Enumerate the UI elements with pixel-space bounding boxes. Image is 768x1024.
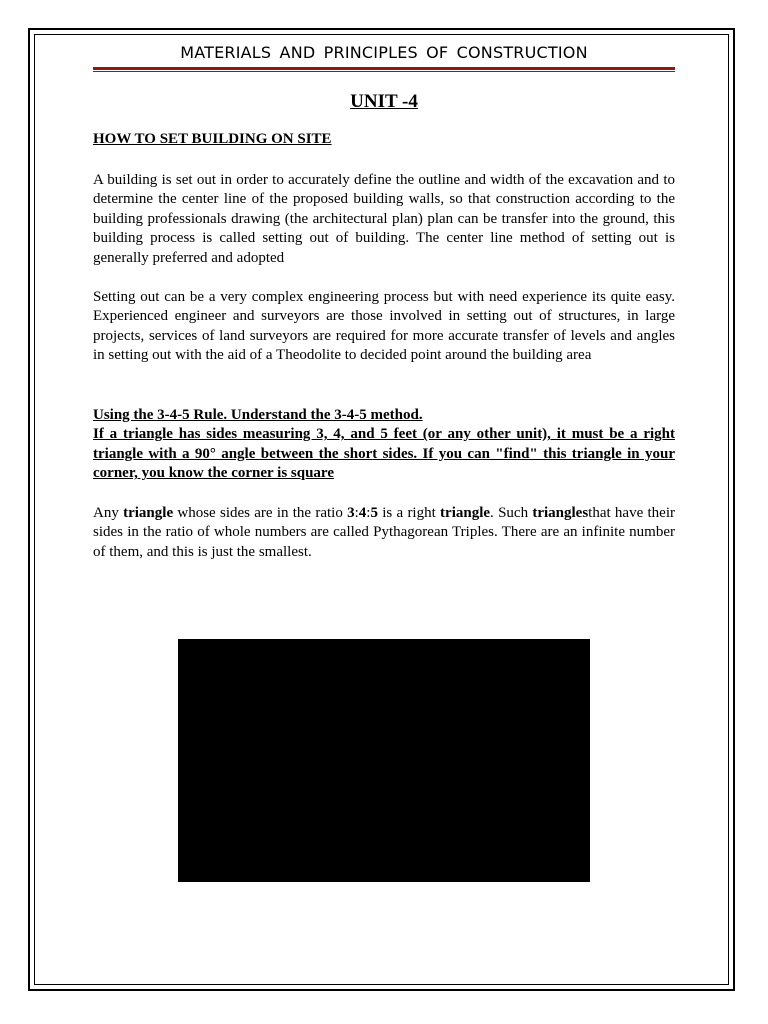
unit-title: UNIT -4 — [350, 91, 418, 112]
bold-number-3: 3 — [347, 505, 355, 521]
paragraph-setting-out-experience: Setting out can be a very complex engineering process but with need experience its quite easy. Experienced engineer and surveyors are those involved in setting out of structures, in large projects, services of land surveyors are required for more accurate transfer of levels and angles in setting out with the aid of a Theodolite to decided point around the building area — [93, 289, 675, 364]
bold-word-triangles: triangles — [532, 505, 589, 521]
bold-number-4: 4 — [358, 505, 367, 521]
figure-image-placeholder — [178, 639, 590, 882]
rule-3-4-5-block — [93, 406, 675, 484]
document-header-title: MATERIALS AND PRINCIPLES OF CONSTRUCTION — [180, 43, 588, 62]
text-segment: that have their sides in the ratio of whole numbers are called Pythagorean Triples. There are an infinite number of them, and this is just the smallest. — [93, 505, 676, 560]
text-segment: whose sides are in the ratio — [173, 505, 348, 521]
bold-word-triangle: triangle — [123, 505, 174, 521]
bold-number-5: 5 — [370, 505, 378, 521]
rule-3-4-5-heading: Using the 3-4-5 Rule. Understand the 3-4-5 method. — [93, 407, 423, 423]
text-segment: Any — [93, 505, 124, 521]
text-segment: : — [354, 505, 359, 521]
header-rule — [93, 67, 675, 72]
bold-word-triangle: triangle — [440, 505, 491, 521]
rule-3-4-5-body: If a triangle has sides measuring 3, 4, and 5 feet (or any other unit), it must be a right triangle with a 90° angle between the short sides. If you can "find" this triangle in your corner, you know the corner is square — [93, 426, 675, 482]
paragraph-pythagorean-triples — [93, 504, 675, 562]
paragraph-setting-out-definition: A building is set out in order to accurately define the outline and width of the excavation and to determine the center line of the proposed building walls, so that construction according to the building professionals drawing (the architectural plan) plan can be transfer into the ground, this building process is called setting out of building. The center line method of setting out is generally preferred and adopted — [93, 172, 675, 266]
section-heading: HOW TO SET BUILDING ON SITE — [93, 131, 332, 147]
text-segment: is a right — [377, 505, 441, 521]
text-segment: : — [366, 505, 371, 521]
text-segment: . Such — [490, 505, 533, 521]
